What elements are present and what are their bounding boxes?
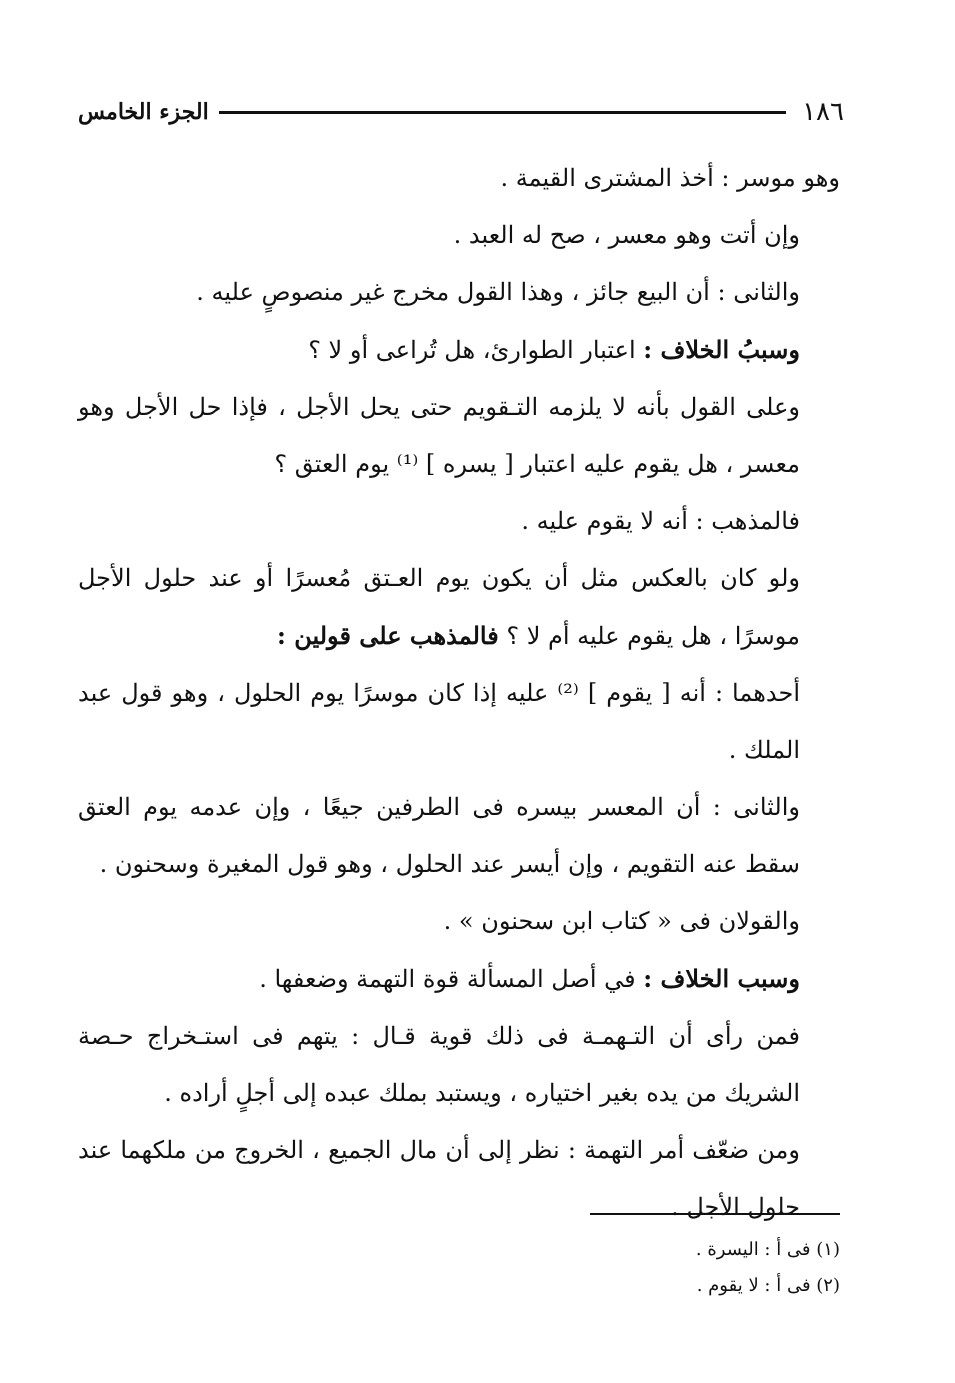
running-title: الجزء الخامس xyxy=(78,99,209,125)
paragraph-lead: وسببُ الخلاف : xyxy=(643,335,800,364)
paragraph: فمن رأى أن التـهمـة فى ذلك قوية قـال : يتهم فى استـخراج حـصة الشريك من يده بغير اختياره ، ويستبد بملك عبده إلى أجلٍ أراده . xyxy=(78,1022,800,1107)
page-number: ١٨٦ xyxy=(802,97,844,127)
paragraph: وسبب الخلاف : في أصل المسألة قوة التهمة وضعفها . xyxy=(259,964,800,993)
footnote: (٢) فى أ : لا يقوم . xyxy=(696,1275,840,1296)
footnote-rule xyxy=(590,1213,840,1215)
header-rule xyxy=(219,111,786,114)
paragraph: والقولان فى « كتاب ابن سحنون » . xyxy=(443,907,800,935)
paragraph: أحدهما : أنه [ يقوم ] ⁽²⁾ عليه إذا كان موسرًا يوم الحلول ، وهو قول عبد الملك . xyxy=(78,679,800,764)
paragraph: وهو موسر : أخذ المشترى القيمة . xyxy=(500,164,840,192)
paragraph: والثانى : أن المعسر بيسره فى الطرفين جيعًا ، وإن عدمه يوم العتق سقط عنه التقويم ، وإن أيسر عند الحلول ، وهو قول المغيرة وسحنون . xyxy=(78,793,800,878)
paragraph: وسببُ الخلاف : اعتبار الطوارئ، هل تُراعى أو لا ؟ xyxy=(308,335,800,364)
page-header xyxy=(78,92,844,132)
footnotes xyxy=(440,1232,840,1304)
paragraph: ومن ضعّف أمر التهمة : نظر إلى أن مال الجميع ، الخروج من ملكهما عند حلول الأجل . xyxy=(78,1136,801,1221)
paragraph: وإن أتت وهو معسر ، صح له العبد . xyxy=(453,221,800,249)
paragraph: فالمذهب : أنه لا يقوم عليه . xyxy=(521,507,800,535)
footnote: (١) فى أ : اليسرة . xyxy=(695,1239,840,1260)
body-text xyxy=(78,150,840,1236)
paragraph: ولو كان بالعكس مثل أن يكون يوم العـتق مُعسرًا أو عند حلول الأجل موسرًا ، هل يقوم عليه أم لا ؟ فالمذهب على قولين : xyxy=(78,564,800,650)
paragraph-trail: فالمذهب على قولين : xyxy=(277,621,499,650)
paragraph-lead: وسبب الخلاف : xyxy=(643,964,800,993)
paragraph: والثانى : أن البيع جائز ، وهذا القول مخرج غير منصوصٍ عليه . xyxy=(196,278,800,306)
paragraph: وعلى القول بأنه لا يلزمه التـقويم حتى يحل الأجل ، فإذا حل الأجل وهو معسر ، هل يقوم عليه اعتبار [ يسره ] ⁽¹⁾ يوم العتق ؟ xyxy=(78,393,800,478)
